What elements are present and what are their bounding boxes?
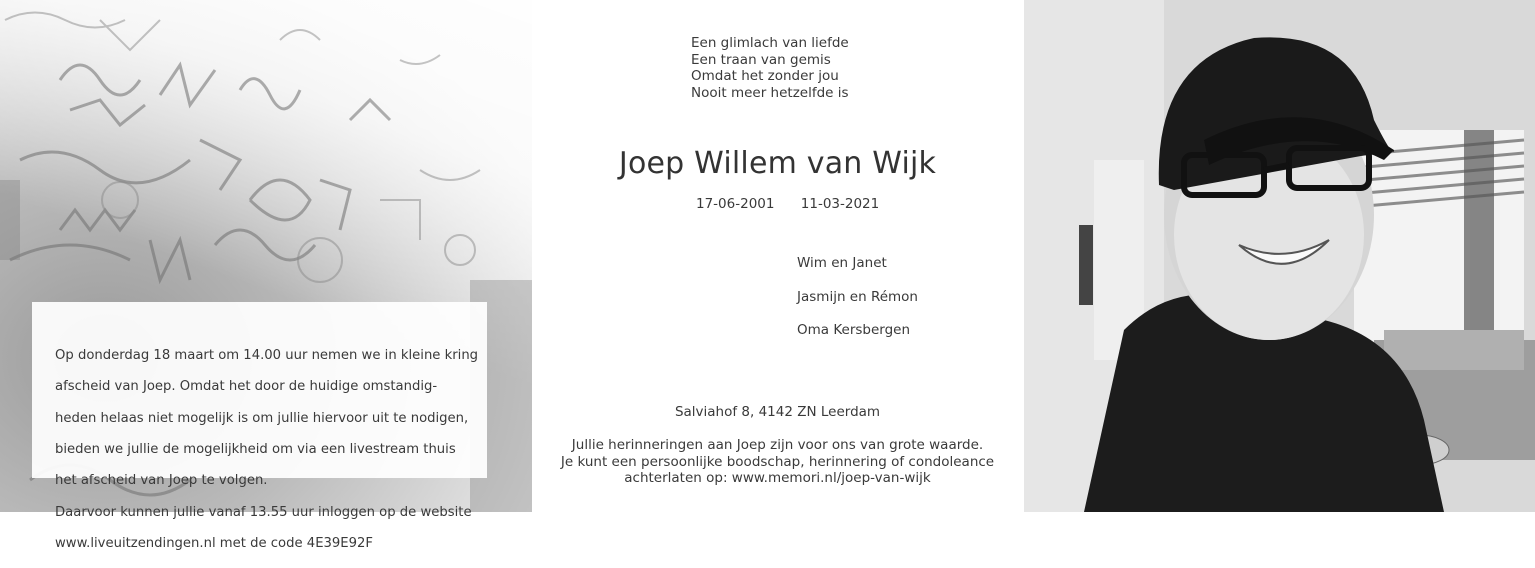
poem-line: Nooit meer hetzelfde is bbox=[691, 84, 849, 101]
family-member: Wim en Janet bbox=[797, 255, 887, 271]
poem bbox=[691, 35, 849, 101]
family-member: Oma Kersbergen bbox=[797, 322, 911, 338]
memories-line: Jullie herinneringen aan Joep zijn voor ons van grote waarde. bbox=[571, 437, 984, 453]
birth-date: 17-06-2001 bbox=[696, 196, 775, 212]
life-dates bbox=[696, 196, 901, 212]
deceased-name: Joep Willem van Wijk bbox=[618, 146, 937, 181]
poem-line: Een glimlach van liefde bbox=[691, 35, 849, 51]
family-list bbox=[797, 255, 918, 356]
notice-line: het afscheid van Joep te volgen. bbox=[55, 473, 268, 489]
portrait-illustration bbox=[1024, 0, 1535, 512]
livestream-notice bbox=[55, 332, 495, 568]
poem-line: Een traan van gemis bbox=[691, 51, 831, 68]
notice-line: www.liveuitzendingen.nl met de code 4E39E92F bbox=[55, 536, 374, 552]
family-member: Jasmijn en Rémon bbox=[797, 288, 918, 305]
memories-line: achterlaten op: www.memori.nl/joep-van-wijk bbox=[624, 470, 931, 486]
memories-line: Je kunt een persoonlijke boodschap, herinnering of condoleance bbox=[560, 453, 995, 470]
notice-line: Op donderdag 18 maart om 14.00 uur nemen we in kleine kring bbox=[55, 347, 479, 363]
address: Salviahof 8, 4142 ZN Leerdam bbox=[674, 404, 881, 420]
notice-line: bieden we jullie de mogelijkheid om via een livestream thuis bbox=[55, 441, 456, 457]
portrait-photo bbox=[1024, 0, 1535, 512]
poem-line: Omdat het zonder jou bbox=[691, 68, 839, 84]
memories-message bbox=[540, 437, 1015, 487]
notice-line: afscheid van Joep. Omdat het door de huidige omstandig- bbox=[55, 379, 438, 395]
death-date: 11-03-2021 bbox=[800, 196, 880, 212]
notice-line: heden helaas niet mogelijk is om jullie hiervoor uit te nodigen, bbox=[55, 410, 469, 426]
graffiti-background bbox=[0, 0, 532, 552]
notice-line: Daarvoor kunnen jullie vanaf 13.55 uur inloggen op de website bbox=[55, 504, 472, 520]
